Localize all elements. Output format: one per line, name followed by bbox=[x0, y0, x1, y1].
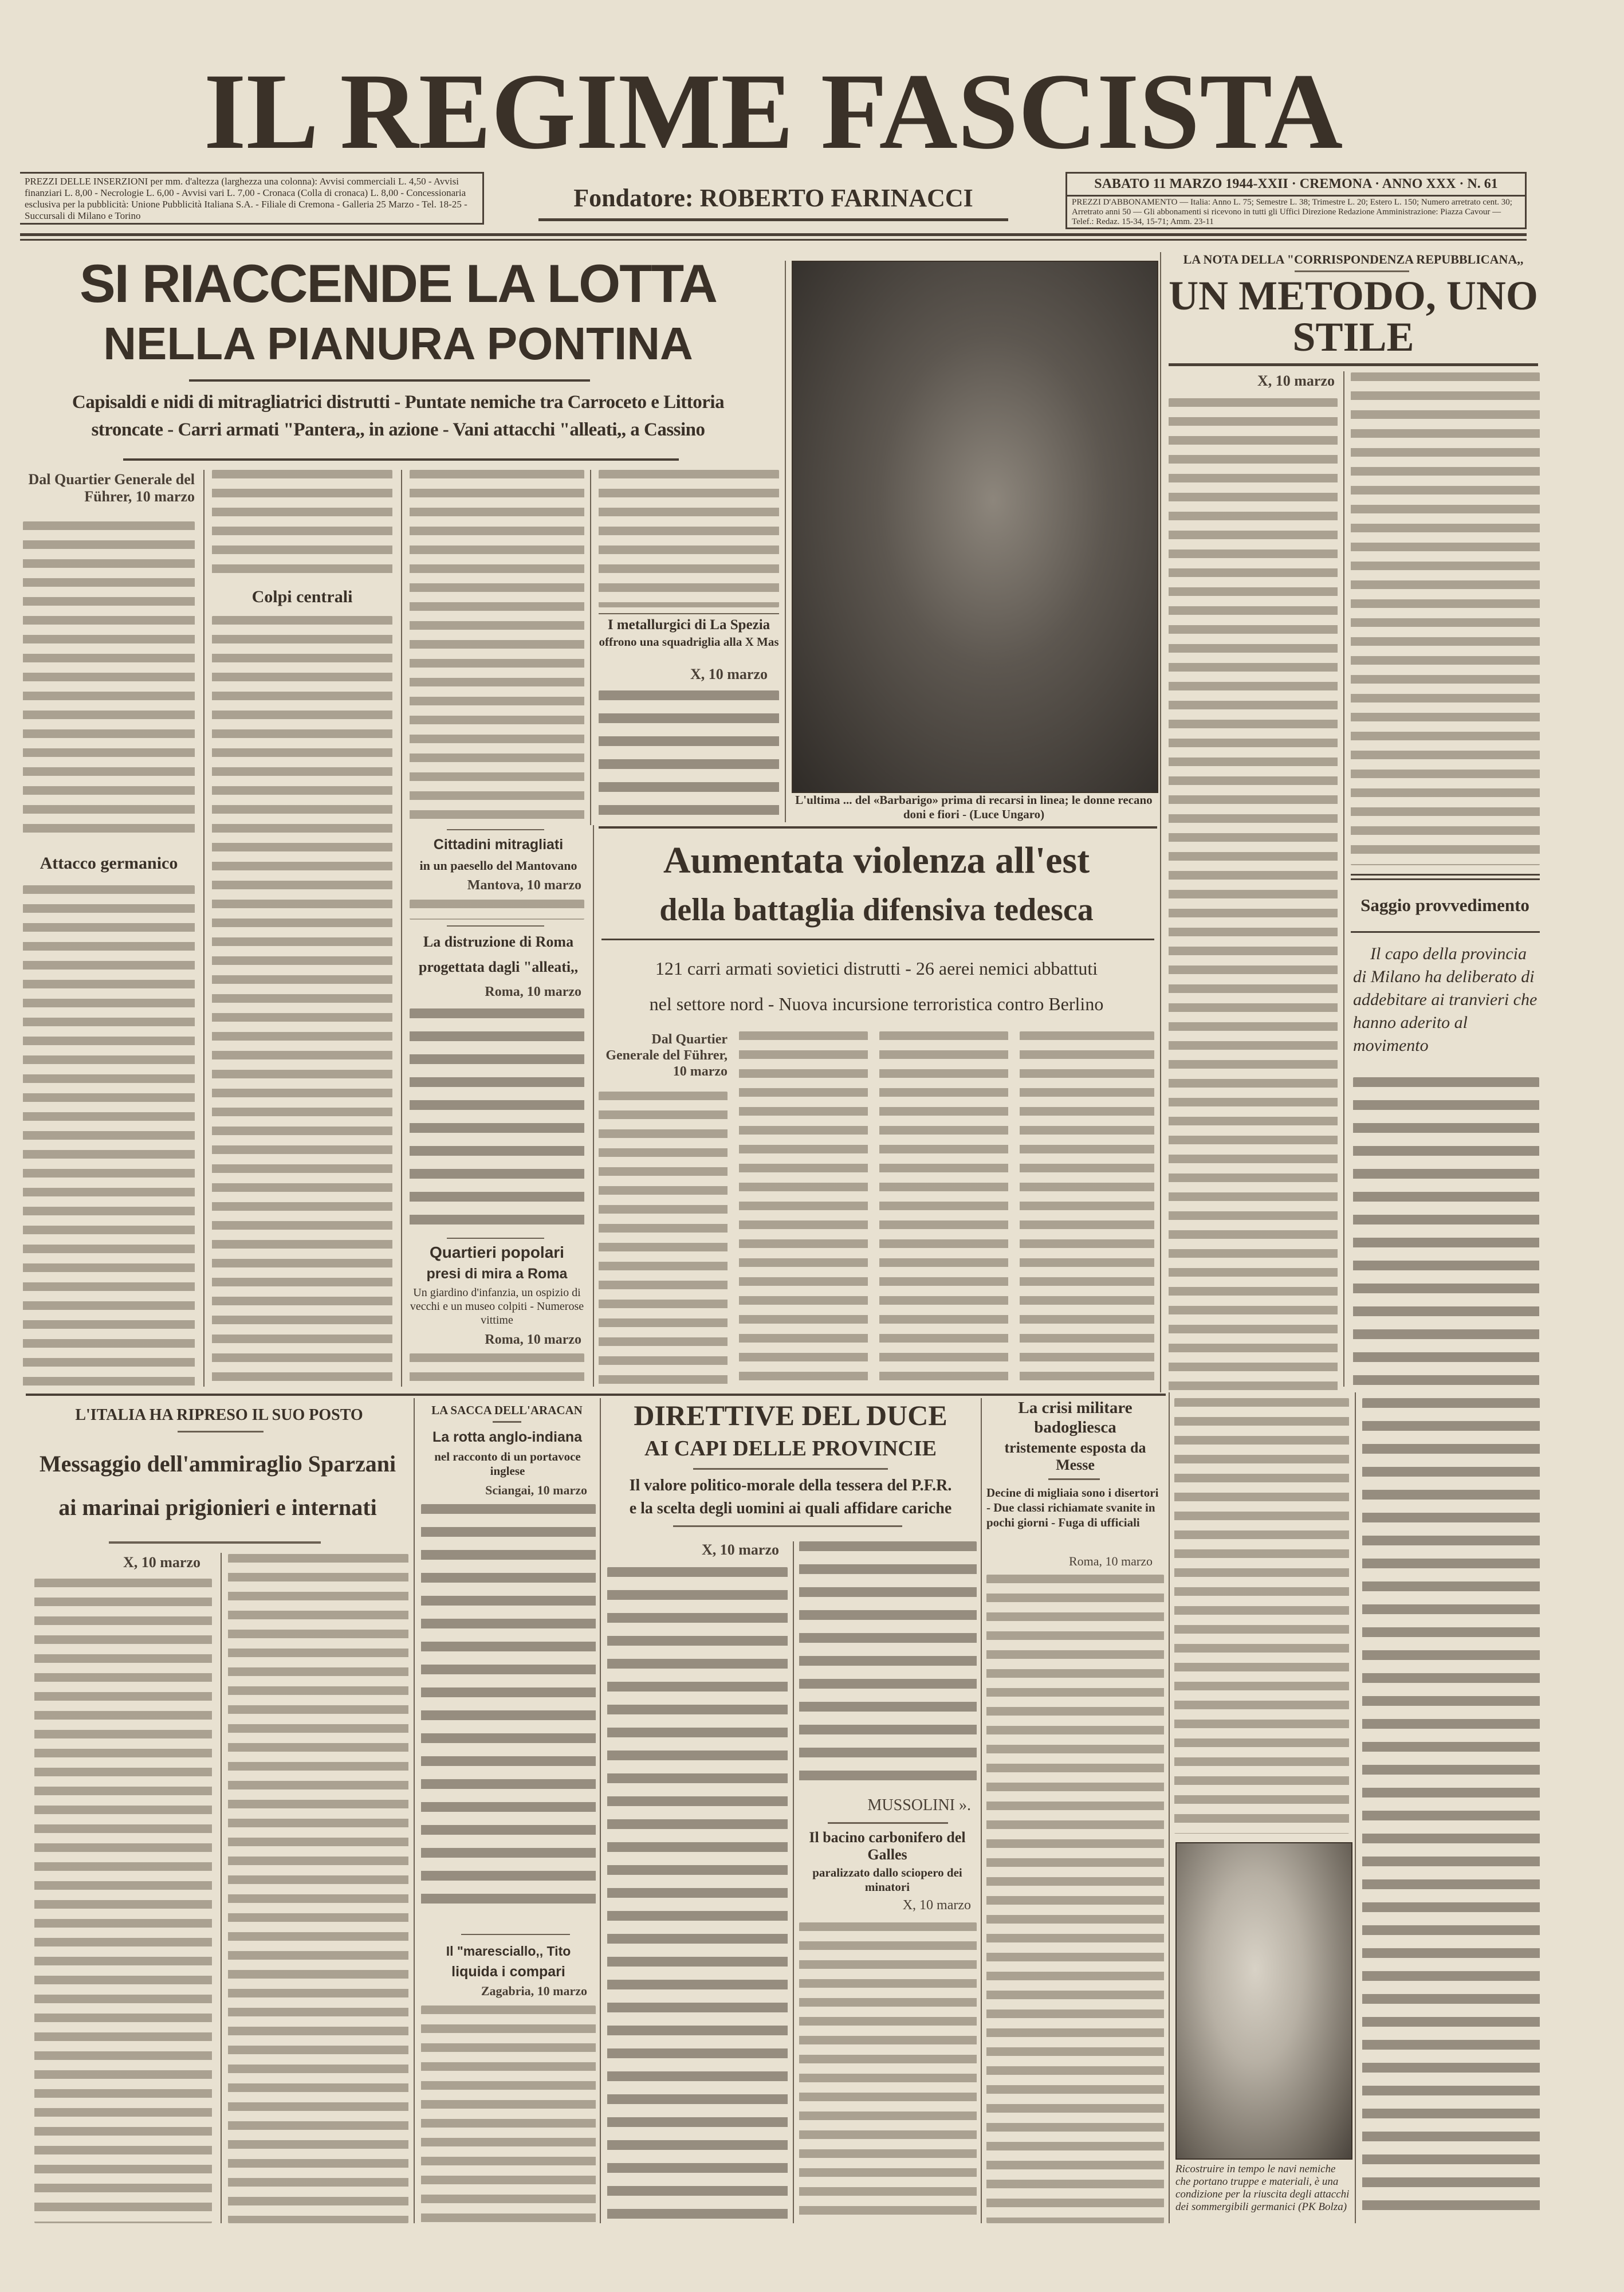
badoglio-rule bbox=[1048, 1478, 1100, 1480]
photo-caption: L'ultima ... del «Barbarigo» prima di recarsi in linea; le donne recano doni e fiori - (Luce Ungaro) bbox=[795, 793, 1153, 821]
metallurgici-deck-text: offrono una squadriglia alla X Mas bbox=[599, 635, 779, 649]
roma-headline-1-text: La distruzione di Roma bbox=[423, 933, 574, 950]
aracan-deck: nel racconto di un portavoce inglese bbox=[434, 1450, 581, 1478]
duce-body-col2 bbox=[799, 1541, 977, 1788]
editorial-kicker-text: LA NOTA DELLA "CORRISPONDENZA REPUBBLICANA,, bbox=[1183, 252, 1524, 266]
lead-deck-1 bbox=[11, 390, 785, 415]
editorial-headline bbox=[1163, 275, 1544, 358]
galles-headline-text: Il bacino carbonifero del Galles bbox=[809, 1829, 966, 1863]
lead-body-col4 bbox=[599, 470, 779, 607]
lead-body-col2 bbox=[212, 470, 392, 579]
col-divider bbox=[590, 470, 591, 825]
duce-rule-2 bbox=[673, 1525, 902, 1527]
galles-dateline: X, 10 marzo bbox=[902, 1898, 971, 1913]
east-body-col3 bbox=[879, 1031, 1008, 1387]
lead-headline-line1: SI RIACCENDE LA LOTTA bbox=[79, 253, 717, 313]
duce-body-col1 bbox=[607, 1567, 788, 2223]
quartieri-headline-2: presi di mira a Roma bbox=[426, 1266, 568, 1282]
east-rule bbox=[601, 939, 1154, 940]
tito-headline-2: liquida i compari bbox=[451, 1964, 565, 1980]
lead-body-col1 bbox=[23, 521, 195, 837]
badoglio-headline-2-text: tristemente esposta da Messe bbox=[1004, 1439, 1146, 1473]
saggio-rule-bottom bbox=[1351, 931, 1540, 933]
east-body-col1 bbox=[599, 1092, 728, 1387]
col-divider bbox=[1355, 1392, 1356, 2223]
quartieri-rule bbox=[447, 1238, 544, 1239]
metallurgici-rule bbox=[599, 613, 779, 614]
lead-subhead-attacco: Attacco germanico bbox=[40, 854, 178, 873]
col-divider bbox=[401, 470, 402, 1387]
aracan-headline: La rotta anglo-indiana bbox=[432, 1429, 583, 1445]
lead-headline bbox=[11, 252, 785, 315]
tito-body bbox=[421, 2005, 596, 2223]
east-headline-1: Aumentata violenza all'est bbox=[663, 839, 1090, 881]
quartieri-deck: Un giardino d'infanzia, un ospizio di vecchi e un museo colpiti - Numerose vittime bbox=[410, 1286, 584, 1326]
duce-deck-2 bbox=[601, 1498, 980, 1520]
east-deck-2 bbox=[596, 987, 1157, 1021]
roma-dateline: Roma, 10 marzo bbox=[485, 984, 581, 999]
col-divider bbox=[1160, 252, 1161, 1392]
cittadini-deck: in un paesello del Mantovano bbox=[419, 858, 577, 873]
badoglio-deck: Decine di migliaia sono i disertori - Due classi richiamate svanite in pochi giorni - Fuga di ufficiali bbox=[986, 1486, 1159, 1529]
sparzani-headline-1 bbox=[26, 1444, 410, 1484]
east-deck-1-text: 121 carri armati sovietici distrutti - 26 aerei nemici abbattuti bbox=[655, 958, 1098, 979]
duce-deck-2-text: e la scelta degli uomini ai quali affidare cariche bbox=[629, 1500, 952, 1517]
quartieri-headline-1: Quartieri popolari bbox=[430, 1243, 564, 1261]
lead-deck-rule bbox=[123, 458, 679, 461]
lead-body-col1b bbox=[23, 885, 195, 1387]
saggio-headline-text: Saggio provvedimento bbox=[1360, 895, 1529, 915]
sparzani-headline-1-text: Messaggio dell'ammiraglio Sparzani bbox=[39, 1451, 396, 1477]
cittadini-headline: Cittadini mitragliati bbox=[433, 837, 564, 853]
tito-dateline: Zagabria, 10 marzo bbox=[481, 1984, 587, 1998]
duce-signature: MUSSOLINI ». bbox=[867, 1796, 971, 1814]
galles-deck bbox=[796, 1866, 978, 1894]
metallurgici-dateline: X, 10 marzo bbox=[690, 666, 768, 682]
duce-headline-1: DIRETTIVE DEL DUCE bbox=[634, 1399, 947, 1431]
ad-prices-box bbox=[20, 172, 484, 225]
sparzani-headline-2 bbox=[26, 1488, 410, 1528]
lead-rule bbox=[189, 379, 590, 382]
col-divider bbox=[1343, 371, 1344, 1387]
quartieri-dateline: Roma, 10 marzo bbox=[485, 1332, 581, 1347]
issue-date: SABATO 11 MARZO 1944-XXII · CREMONA · ANNO XXX · N. 61 bbox=[1067, 174, 1525, 197]
east-body-col2 bbox=[739, 1031, 868, 1387]
galles-deck-text: paralizzato dallo sciopero dei minatori bbox=[812, 1866, 962, 1894]
bottom-section-rule bbox=[26, 1394, 1166, 1396]
editorial-body-col2 bbox=[1351, 372, 1540, 865]
roma-rule bbox=[447, 925, 544, 927]
soldiers-photo bbox=[792, 261, 1158, 793]
aracan-kicker: LA SACCA DELL'ARACAN bbox=[431, 1403, 583, 1417]
col-divider bbox=[593, 825, 594, 1387]
sparzani-rule bbox=[109, 1541, 321, 1544]
metallurgici-deck bbox=[596, 635, 782, 649]
col-divider bbox=[793, 1541, 794, 2223]
founder-line bbox=[538, 183, 1008, 221]
saggio-body-cont bbox=[1362, 1398, 1540, 2223]
lead-dateline: Dal Quartier Generale del Führer, 10 marzo bbox=[28, 471, 195, 505]
quartieri-body bbox=[410, 1353, 584, 1387]
duce-headline-2: AI CAPI DELLE PROVINCIE bbox=[644, 1437, 937, 1461]
editorial-body-col1-cont bbox=[1174, 1398, 1349, 1834]
badoglio-headline-1 bbox=[984, 1398, 1166, 1437]
east-dateline: Dal Quartier Generale del Führer, 10 marzo bbox=[605, 1032, 728, 1079]
saggio-headline bbox=[1346, 888, 1544, 923]
sparzani-kicker-rule bbox=[178, 1431, 264, 1432]
roma-headline-2-text: progettata dagli "alleati,, bbox=[418, 959, 579, 975]
masthead-rule-2 bbox=[20, 239, 1527, 241]
lead-subhead-colpi: Colpi centrali bbox=[251, 587, 353, 606]
east-deck-2-text: nel settore nord - Nuova incursione terroristica contro Berlino bbox=[649, 994, 1104, 1014]
sparzani-headline-2-text: ai marinai prigionieri e internati bbox=[58, 1494, 377, 1520]
east-deck-1 bbox=[596, 951, 1157, 986]
sparzani-kicker-text: L'ITALIA HA RIPRESO IL SUO POSTO bbox=[75, 1406, 363, 1424]
badoglio-dateline: Roma, 10 marzo bbox=[1068, 1554, 1153, 1568]
masthead-rule-1 bbox=[20, 233, 1527, 236]
badoglio-headline-1-text: La crisi militare badogliesca bbox=[1018, 1399, 1133, 1437]
tito-rule bbox=[461, 1934, 570, 1935]
col-divider bbox=[203, 470, 205, 1387]
saggio-rule-top bbox=[1351, 874, 1540, 876]
aracan-body bbox=[421, 1504, 596, 1908]
col-divider bbox=[221, 1553, 222, 2223]
galles-rule bbox=[828, 1822, 948, 1824]
duce-deck-1 bbox=[601, 1475, 980, 1497]
submarine-photo bbox=[1175, 1842, 1352, 2160]
col-divider bbox=[414, 1398, 415, 2223]
sparzani-body-col1 bbox=[34, 1579, 212, 2223]
col-divider bbox=[981, 1398, 982, 2223]
submarine-photo-caption: Ricostruire in tempo le navi nemiche che portano truppe e materiali, è una condizione per la riuscita degli attacchi dei sommergibili germanici (PK Bolza) bbox=[1175, 2163, 1350, 2213]
saggio-rule-top2 bbox=[1351, 878, 1540, 880]
sparzani-dateline: X, 10 marzo bbox=[123, 1554, 200, 1571]
cittadini-rule bbox=[447, 829, 544, 830]
duce-dateline: X, 10 marzo bbox=[701, 1541, 779, 1558]
editorial-body-col1 bbox=[1169, 398, 1338, 1392]
col-divider bbox=[1169, 1392, 1170, 2223]
aracan-kicker-rule bbox=[493, 1421, 521, 1423]
lead-body-col3 bbox=[410, 470, 584, 822]
duce-deck-1-text: Il valore politico-morale della tessera del P.F.R. bbox=[629, 1477, 952, 1494]
badoglio-body bbox=[986, 1575, 1164, 2223]
cittadini-body bbox=[410, 900, 584, 920]
roma-headline-1 bbox=[404, 931, 593, 953]
east-rule-top bbox=[599, 826, 1157, 829]
cittadini-dateline: Mantova, 10 marzo bbox=[467, 878, 581, 893]
sparzani-kicker bbox=[29, 1405, 410, 1426]
founder-text: Fondatore: ROBERTO FARINACCI bbox=[573, 184, 973, 212]
col-divider bbox=[785, 261, 786, 822]
col-divider bbox=[600, 1398, 601, 2223]
galles-headline bbox=[796, 1829, 978, 1863]
metallurgici-body bbox=[599, 690, 779, 819]
galles-body bbox=[799, 1922, 977, 2223]
editorial-rule bbox=[1169, 363, 1538, 366]
lead-deck-2-text: stroncate - Carri armati "Pantera,, in azione - Vani attacchi "alleati,, a Cassino bbox=[91, 419, 705, 440]
east-headline-2: della battaglia difensiva tedesca bbox=[659, 892, 1094, 928]
lead-deck-1-text: Capisaldi e nidi di mitragliatrici distrutti - Puntate nemiche tra Carroceto e Littoria bbox=[72, 392, 725, 413]
east-body-col4 bbox=[1020, 1031, 1154, 1387]
tito-headline-1: Il "maresciallo,, Tito bbox=[446, 1944, 571, 1959]
badoglio-headline-2 bbox=[984, 1439, 1166, 1474]
lead-deck-2 bbox=[11, 417, 785, 442]
roma-headline-2 bbox=[404, 956, 593, 979]
editorial-kicker-rule bbox=[1295, 270, 1409, 272]
editorial-headline-text: UN METODO, UNO STILE bbox=[1169, 273, 1538, 360]
sparzani-body-col2 bbox=[228, 1554, 408, 2223]
lead-body-col2b bbox=[212, 616, 392, 1387]
editorial-kicker bbox=[1166, 252, 1541, 267]
lead-headline-line2: NELLA PIANURA PONTINA bbox=[103, 318, 693, 369]
ad-prices-text: PREZZI DELLE INSERZIONI per mm. d'altezza (larghezza una colonna): Avvisi commerciali L. 4,50 - Avvisi finanziari L. 8,00 - Necrologie L. 6,00 - Avvisi vari L. 7,00 - Cronaca (Colla di cronaca) L. 8,00 - Concessionaria esclusiva per la pubblicità: Unione Pubblicità Italiana S.A. - Filiale di Cremona - Galleria 25 Marzo - Tel. 18-25 - Succursali di Milano e Torino bbox=[25, 176, 467, 221]
lead-headline-2 bbox=[11, 318, 785, 370]
subscription-text: PREZZI D'ABBONAMENTO — Italia: Anno L. 75; Semestre L. 38; Trimestre L. 20; Estero L. 150; Numero arretrato cent. 30; Arretrato anni 50 — Gli abbonamenti si ricevono in tutti gli Uffici Direzione Redazione Amministrazione: Piazza Cavour — Telef.: Redaz. 15-34, 15-71; Amm. 23-11 bbox=[1072, 198, 1512, 226]
roma-body bbox=[410, 1008, 584, 1232]
date-box bbox=[1065, 172, 1527, 229]
metallurgici-headline-text: I metallurgici di La Spezia bbox=[607, 617, 770, 633]
aracan-dateline: Sciangai, 10 marzo bbox=[485, 1483, 587, 1497]
metallurgici-headline bbox=[596, 617, 782, 634]
masthead-title: IL REGIME FASCISTA bbox=[203, 52, 1343, 172]
editorial-dateline: X, 10 marzo bbox=[1257, 372, 1335, 389]
duce-rule bbox=[693, 1468, 888, 1470]
saggio-body bbox=[1353, 1077, 1539, 1387]
saggio-lead: Il capo della provincia di Milano ha deliberato di addebitare ai tranvieri che hanno aderito al movimento bbox=[1353, 944, 1538, 1055]
